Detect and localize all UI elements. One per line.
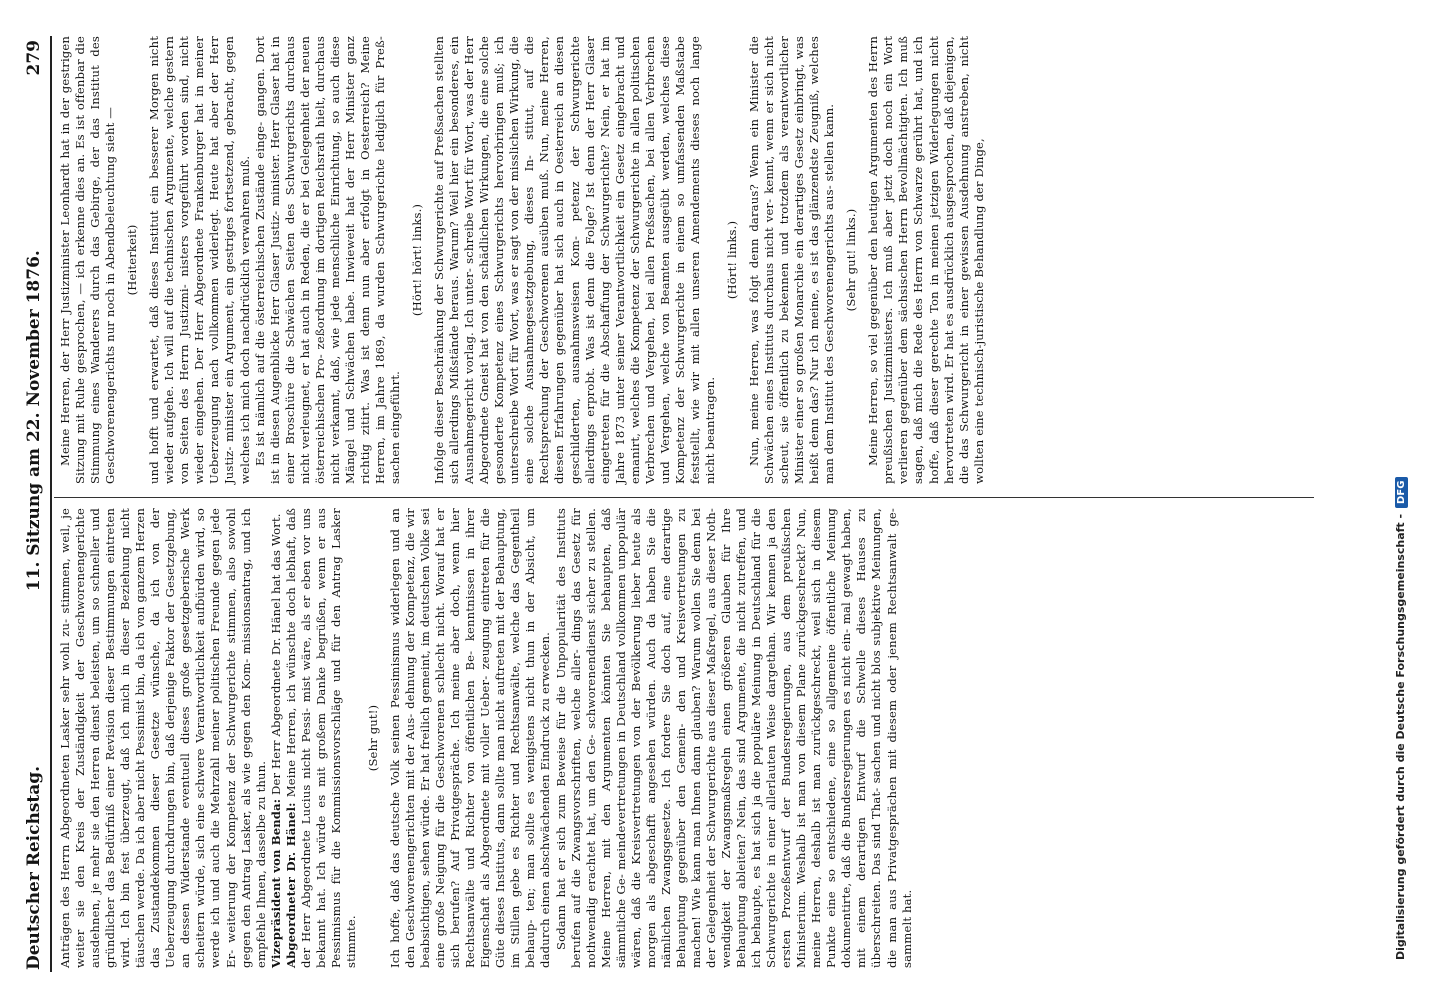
- speaker-paragraph-haenel: [284, 508, 359, 968]
- laughter-cue: (Heiterkeit): [125, 224, 140, 296]
- left-paragraph-1: Anträgen des Herrn Abgeordneten Lasker sehr wohl zu- stimmen, weil, je weiter sie den Kreis der Zuständigkeit der Geschworenengerichte ausdehnen, je mehr sie den Herren dienst beleisten, um so schneller und gründlicher das Bedürfniß einer Revision dieser Bestimmungen eintreten wird. Ich bin fest überzeugt, daß ich mich in dieser Beziehung nicht täuschen werde. Da ich aber nicht Pessimist bin, da ich von ganzem Herzen das Zustandekommen dieser Gesetze wünsche, da ich von der Ueberzeugung durchdrungen bin, daß derjenige Faktor der Gesetzgebung, an dessen Widerstande eventuell dieses große gesetzgeberische Werk scheitern würde, sich eine schwere Verantwortlichkeit aufbürden wird, so werde ich und auch die Mehrzahl meiner politischen Freunde gegen jede Er- weiterung der Kompetenz der Schwurgerichte stimmen, also sowohl gegen den Antrag Lasker, als wie gegen den Kom- missionsantrag, und ich empfehle Ihnen, dasselbe zu thun.: [58, 508, 268, 968]
- column-divider: [54, 497, 1314, 498]
- digitization-text: Digitalisierung gefördert durch die Deutsche Forschungsgemeinschaft -: [1394, 513, 1407, 960]
- dfg-logo: DFG: [1395, 477, 1408, 508]
- speaker-label: Vizepräsident von Benda:: [268, 798, 283, 968]
- digitization-notice: [1394, 40, 1424, 960]
- right-paragraph-3: Es ist nämlich auf die österreichischen Zustände einge- gangen. Dort ist in diesen Augenblicke Herr Glaser Justiz- minister. Herr Glaser hat in einer Broschüre die Schwächen Seiten des Schwurgerichts durchaus nicht verleugnet, er hat auch in Reden, die er bei Gelegenheit der neuen österreichischen Pro- zeßordnung im dortigen Reichsrath hielt, durchaus nicht verkannt, daß, wie jede menschliche Einrichtung, so auch diese Mängel und Schwächen habe. Inwieweit hat der Herr Minister ganz richtig zitirt. Was ist denn nun aber erfolgt in Oesterreich? Meine Herren, im Jahre 1869, da wurden Schwurgerichte lediglich für Preß- sachen eingeführt.: [252, 36, 402, 484]
- speaker-text: Meine Herren, ich wünschte doch lebhaft, daß der Herr Abgeordnete Lucius nicht Pessi- mist wäre, als er eben vor uns bekannt hat. Ich würde es mit großem Danke begrüßen, wenn er aus Pessimismus für die Kommissionsvorschläge und für den Antrag Lasker stimmte.: [283, 508, 358, 968]
- speaker-label: Abgeordneter Dr. Hänel:: [283, 802, 298, 968]
- right-paragraph-5: Nun, meine Herren, was folgt denn daraus? Wenn ein Minister die Schwächen eines Instituts durchaus nicht ver- kennt, wenn er sich nicht scheut, sie öffentlich zu bekennen und trotzdem als verantwortlicher Minister einer so großen Monarchie ein derartiges Gesetz einbringt, was heißt denn das? Nur ich meine, es ist das glänzendste Zeugniß, welches man dem Institut des Geschworenengerichts aus- stellen kann.: [747, 36, 837, 484]
- left-column: [58, 508, 915, 968]
- applause-cue: (Sehr gut! links.): [844, 208, 859, 312]
- header-page-number: 279: [24, 40, 44, 76]
- right-paragraph-4: Infolge dieser Beschränkung der Schwurgerichte auf Preßsachen stellten sich allerdings Mißstände heraus. Warum? Weil hier ein besonderes, ein Ausnahmegericht vorlag. Ich unter- schreibe Wort für Wort, was der Herr Abgeordnete Gneist hat von den schädlichen Wirkungen, die eine solche gesonderte Kompetenz eines Schwurgerichts hervorbringen muß; ich unterschreibe Wort für Wort, was er sagt von der misslichen Wirkung, die eine solche Ausnahmegesetzgebung, dieses In- stitut, auf die Rechtsprechung der Geschworenen ausüben muß. Nun, meine Herren, diesen Erfahrungen gegenüber hat sich auch in Oesterreich an diesen geschilderten, ausnahmsweisen Kom- petenz der Schwurgerichte allerdings erprobt. Was ist denn die Folge? Ist denn der Herr Glaser eingetreten für die Abschaffung der Schwurgerichte? Nein, er hat im Jahre 1873 unter seiner Verantwortlichkeit ein Gesetz eingebracht und emanirt, welches die Kompetenz der Schwurgerichte in allen politischen Verbrechen und Vergehen, bei allen Preßsachen, bei allen Verbrechen und Vergehen, welche von Beamten ausgeübt werden, welches diese Kompetenz der Schwurgerichte in einem so umfassenden Maßstabe feststellt, wie wir mit allen unseren Amendements dieses noch lange nicht beantragen.: [432, 36, 717, 484]
- interjection-cue: (Hört! links.): [724, 220, 739, 300]
- speaker-paragraph-vizepraesident: [269, 508, 284, 968]
- right-paragraph-6: Meine Herren, so viel gegenüber den heutigen Argumenten des Herrn preußischen Justizministers. Ich muß aber jetzt doch noch ein Wort verlieren gegenüber dem sächsischen Herrn Bevollmächtigten. Ich muß sagen, daß mich die Rede des Herrn von Schwarze gerührt hat, und ich hoffe, daß dieser gerechte Ton in meinen jetzigen Widerlegungen nicht hervortreten wird. Er hat es ausdrücklich ausgesprochen, daß diejenigen, die das Schwurgericht in einer gewissen Ausdehnung anstreben, nicht wollten eine technisch-juristische Behandlung der Dinge,: [866, 36, 986, 484]
- left-paragraph-5: Sodann hat er sich zum Beweise für die Unpopularität des Instituts berufen auf die Zwangsvorschriften, welche aller- dings das Gesetz für nothwendig erachtet hat, um den Ge- schworenendienst sicher zu stellen. Meine Herren, mit den Argumenten könnten Sie behaupten, daß sämmtliche Ge- meindevertretungen in Deutschland vollkommen unpopulär wären, daß die Kreisvertretungen von der Bevölkerung lieber heute als morgen als abgeschafft angesehen würden. Auch da haben Sie die nämlichen Zwangsgesetze. Ich fordere Sie doch auf, eine derartige Behauptung gegenüber den Gemein- den und Kreisvertretungen zu machen! Wie kann man Ihnen dann glauben? Warum wollen Sie denn bei der Gelegenheit der Schwurgerichte aus dieser Maßregel, aus dieser Noth- wendigkeit der Zwangsmaßregeln einen größeren Glauben für Ihre Behauptung ableiten? Nein, das sind Argumente, die nicht zutreffen, und ich behaupte, es hat sich ja die populäre Meinung in Deutschland für die Schwurgerichte in einer allerlauten Weise dargethan. Wir kennen ja den ersten Prozeßentwurf der Bundesregierungen, aus dem preußischen Ministerium. Weshalb ist man von diesem Plane zurückgeschreckt? Nun, meine Herren, deshalb ist man zurückgeschreckt, weil sich in diesem Punkte eine so entschiedene, eine so allgemeine öffentliche Meinung dokumentirte, daß die Bundesregierungen es nicht ein- mal gewagt haben, mit einem derartigen Entwurf die Schwelle dieses Hauses zu überschreiten. Das sind That- sachen und nicht blos subjektive Meinungen, die man aus Privatgesprächen mit diesem oder jenem Rechtsanwalt ge- sammelt hat.: [553, 508, 914, 968]
- header-session-date: 11. Sitzung am 22. November 1876.: [24, 250, 44, 592]
- right-paragraph-2: und hofft und erwartet, daß dieses Institut ein besserer Morgen nicht wieder aufgehe. Ich will auf die technischen Argumente, welche gestern von Seiten des Herrn Justizmi- nisters vorgeführt worden sind, nicht wieder eingehen. Der Herr Abgeordnete Frankenburger hat in meiner Ueberzeugung nach vollkommen widerlegt. Heute hat aber der Herr Justiz- minister ein Argument, ein gestriges fortsetzend, gebracht, gegen welches ich mich doch nachdrücklich verwahren muß.: [147, 36, 252, 484]
- page-header: [14, 40, 44, 970]
- applause-cue: (Sehr gut!): [365, 704, 380, 772]
- right-paragraph-1: Meine Herren, der Herr Justizminister Leonhardt hat in der gestrigen Sitzung mit Ruhe gesprochen, — ich erkenne dies an. Es ist offenbar die Stimmung eines Wanderers durch das Gebirge, der das Institut des Geschworenengerichts nur noch in Abendbeleuchtung sieht —: [58, 36, 118, 484]
- speaker-text: Der Herr Abgeordnete Dr. Hänel hat das Wort.: [268, 513, 283, 795]
- header-publication: Deutscher Reichstag.: [24, 765, 44, 970]
- left-paragraph-4: Ich hoffe, daß das deutsche Volk seinen Pessimismus widerlegen und an den Geschworenengerichten mit der Aus- dehnung der Kompetenz, die wir beabsichtigen, sehen würde. Er hat freilich gemeint, im deutschen Volke sei eine große Neigung für die Geschworenen schlecht nicht. Worauf hat er sich berufen? Auf Privatgespräche. Ich meine aber doch, wenn hier Rechtsanwälte und Richter von öffentlichen Be- kenntnissen in ihrer Eigenschaft als Abgeordnete mit voller Ueber- zeugung eintreten für die Güte dieses Instituts, dann sollte man nicht auftreten mit der Behauptung, im Stillen gebe es Richter und Rechtsanwälte, welche das Gegentheil behaup- ten; man sollte es wenigstens nicht thun in der Absicht, um dadurch einen abschwächenden Eindruck zu erwecken.: [387, 508, 553, 968]
- header-rule: [50, 36, 52, 972]
- right-column: [58, 36, 987, 484]
- interjection-cue: (Hört! hört! links.): [410, 203, 425, 317]
